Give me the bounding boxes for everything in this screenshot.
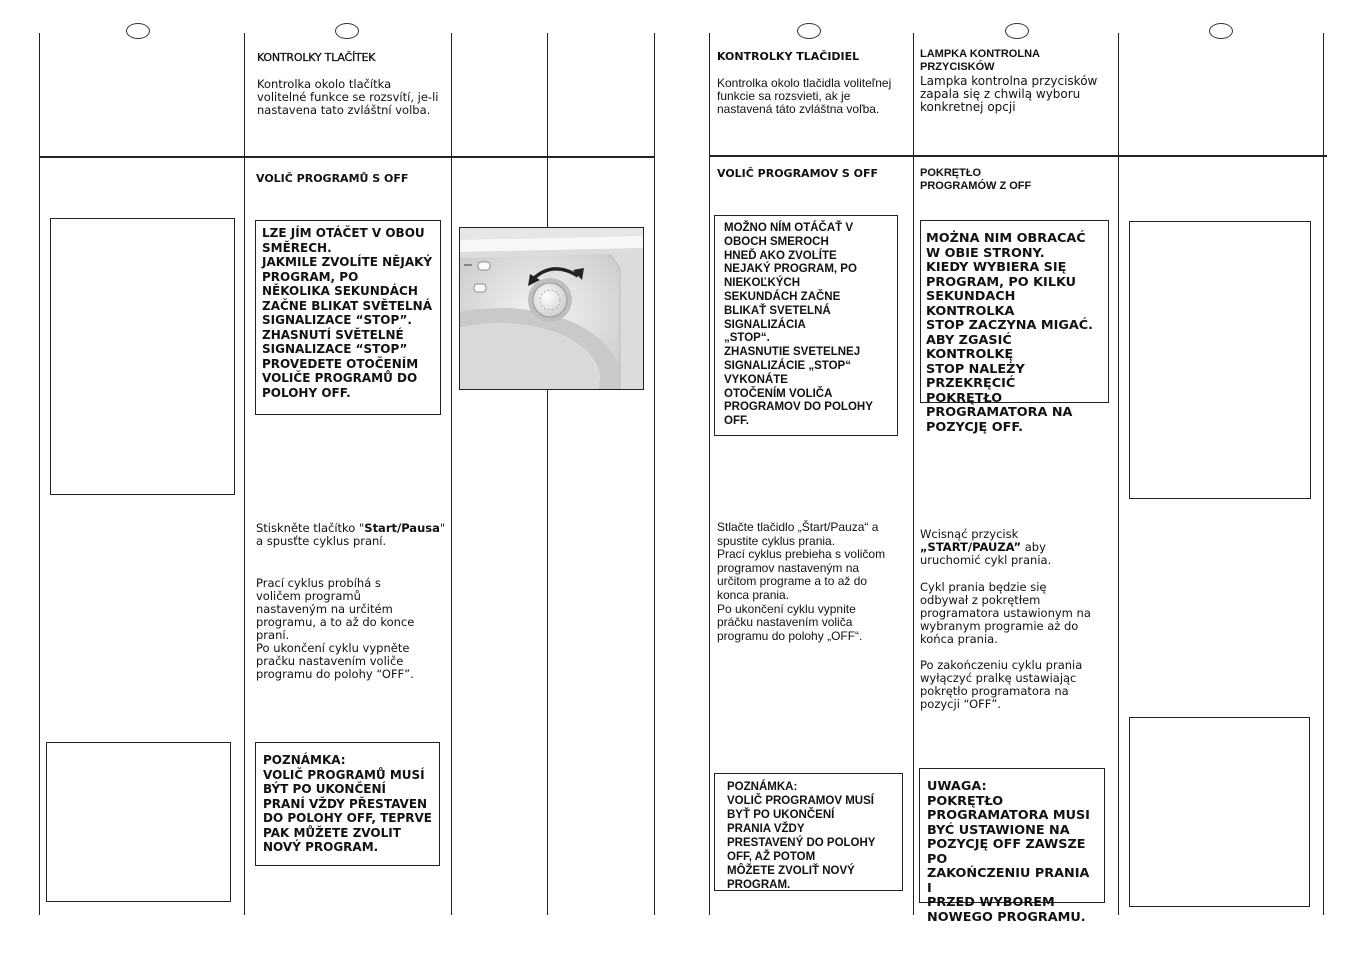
cz-selector-title: VOLIČ PROGRAMŮ S OFF xyxy=(256,172,409,185)
washing-machine-panel-drawing xyxy=(460,228,643,389)
sk-buttons-text: Kontrolka okolo tlačidla voliteľnej funkcie sa rozsvieti, ak je nastavená táto zvláštna voľba. xyxy=(717,76,892,116)
row-divider xyxy=(39,156,655,158)
cz-note-box: POZNÁMKA: VOLIČ PROGRAMŮ MUSÍ BÝT PO UKONČENÍ PRANÍ VŽDY PŘESTAVEN DO POLOHY OFF, TEPRVE PAK MŮŽETE ZVOLIT NOVÝ PROGRAM. xyxy=(255,742,440,866)
selector-knob-illustration xyxy=(459,227,644,390)
row-divider xyxy=(709,155,1327,157)
empty-frame xyxy=(1129,717,1310,907)
column-divider xyxy=(1118,33,1119,915)
pl-note-box: UWAGA: POKRĘTŁO PROGRAMATORA MUSI BYĆ USTAWIONE NA POZYCJĘ OFF ZAWSZE PO ZAKOŃCZENIU PRANIA I PRZED WYBOREM NOWEGO PROGRAMU. xyxy=(919,768,1105,903)
language-marker xyxy=(1209,23,1233,39)
cz-selector-warning: LZE JÍM OTÁČET V OBOU SMĚRECH. JAKMILE ZVOLÍTE NĚJAKÝ PROGRAM, PO NĚKOLIKA SEKUNDÁCH ZAČNE BLIKAT SVĚTELNÁ SIGNALIZACE “STOP”. ZHASNUTÍ SVĚTELNÉ SIGNALIZACE “STOP” PROVEDETE OTOČENÍM VOLIČE PROGRAMŮ DO POLOHY OFF. xyxy=(255,220,441,415)
cz-cycle-text: Prací cyklus probíhá s voličem programů nastaveným na určitém programu, a to až do konce praní. Po ukončení cyklu vypněte pračku nastavením voliče programu do polohy “OFF”. xyxy=(256,576,415,681)
column-divider xyxy=(39,33,40,915)
sk-selector-warning: MOŽNO NÍM OTÁČAŤ V OBOCH SMEROCH HNEĎ AKO ZVOLÍTE NEJAKÝ PROGRAM, PO NIEKOĽKÝCH SEKUNDÁCH ZAČNE BLIKAŤ SVETELNÁ SIGNALIZÁCIA „STOP“. ZHASNUTIE SVETELNEJ SIGNALIZÁCIE „STOP“ VYKONÁTE OTOČENÍM VOLIČA PROGRAMOV DO POLOHY OFF. xyxy=(714,215,898,436)
cz-buttons-text: Kontrolka okolo tlačítka volitelné funkce se rozsvítí, je-li nastavena tato zvláštní volba. xyxy=(257,77,439,117)
pl-selector-warning: MOŻNA NIM OBRACAĆ W OBIE STRONY. KIEDY WYBIERA SIĘ PROGRAM, PO KILKU SEKUNDACH KONTROLKA STOP ZACZYNA MIGAĆ. ABY ZGASIĆ KONTROLKĘ STOP NALEŻY PRZEKRĘCIĆ POKRĘTŁO PROGRAMATORA NA POZYCJĘ OFF. xyxy=(920,220,1109,403)
cz-start-text: Stiskněte tlačítko "Start/Pausa" a spusťte cyklus praní. xyxy=(256,521,446,548)
sk-start-text: Stlačte tlačidlo „Štart/Pauza“ a spustite cyklus prania. Prací cyklus prebieha s voličom programov nastaveným na určitom programe a to až do konca prania. Po ukončení cyklu vypnite práčku nastavením voliča programu do polohy „OFF“. xyxy=(717,520,886,643)
pl-start-text: Wcisnąć przycisk „START/PAUZA” aby uruchomić cykl prania. xyxy=(920,527,1052,567)
language-marker xyxy=(797,23,821,39)
sk-selector-title: VOLIČ PROGRAMOV S OFF xyxy=(717,167,879,180)
language-marker xyxy=(335,23,359,39)
cz-buttons-title: KONTROLKY TLAČÍTEK xyxy=(257,51,376,64)
empty-frame xyxy=(46,742,231,902)
sk-buttons-title: KONTROLKY TLAČIDIEL xyxy=(717,50,860,63)
language-marker xyxy=(126,23,150,39)
column-divider xyxy=(654,33,655,915)
empty-frame xyxy=(1129,221,1311,499)
column-divider xyxy=(709,33,710,915)
pl-buttons-text: Lampka kontrolna przycisków zapala się z chwilą wyboru konkretnej opcji xyxy=(920,74,1098,114)
start-pause-label: „START/PAUZA” xyxy=(920,540,1022,554)
column-divider xyxy=(1323,33,1324,915)
column-divider xyxy=(913,33,914,915)
pl-cycle-text: Cykl prania będzie się odbywał z pokrętłem programatora ustawionym na wybranym programie aż do końca prania. Po zakończeniu cyklu prania wyłączyć pralkę ustawiając pokrętło programatora na pozycji “OFF”. xyxy=(920,580,1091,711)
column-divider xyxy=(547,33,548,915)
pl-buttons-title: LAMPKA KONTROLNA PRZYCISKÓW xyxy=(920,48,1040,73)
column-divider xyxy=(451,33,452,915)
pl-selector-title: POKRĘTŁO PROGRAMÓW Z OFF xyxy=(920,167,1032,192)
column-divider xyxy=(244,33,245,915)
empty-frame xyxy=(50,218,235,495)
start-pause-label: Start/Pausa xyxy=(364,521,440,535)
language-marker xyxy=(1005,23,1029,39)
sk-note-box: POZNÁMKA: VOLIČ PROGRAMOV MUSÍ BYŤ PO UKONČENÍ PRANIA VŽDY PRESTAVENÝ DO POLOHY OFF, AŽ POTOM MÔŽETE ZVOLIŤ NOVÝ PROGRAM. xyxy=(714,773,903,891)
